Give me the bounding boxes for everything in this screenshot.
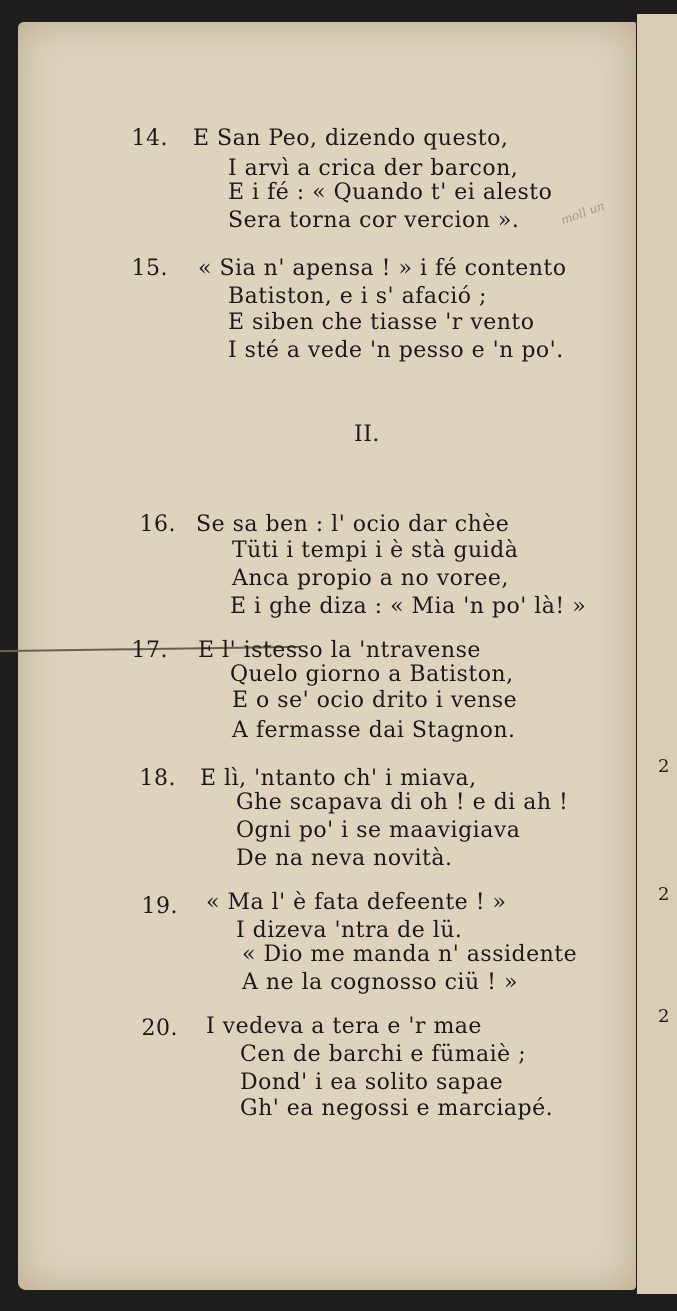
section-heading: II. (354, 422, 380, 447)
stanza-number: 14. (131, 126, 168, 151)
verse-line: E San Peo, dizendo questo, (193, 126, 509, 151)
stanza-number: 20. (141, 1016, 178, 1041)
verse-line: Sera torna cor vercion ». (228, 208, 520, 233)
verse-line: E siben che tiasse 'r vento (228, 310, 535, 335)
verse-line: Tüti i tempi i è stà guidà (232, 538, 519, 563)
stanza-number: 16. (139, 512, 176, 537)
verse-line: A ne la cognosso ciü ! » (242, 970, 518, 995)
verse-line: Se sa ben : l' ocio dar chèe (196, 512, 510, 537)
verse-line: « Sia n' apensa ! » i fé contento (198, 256, 567, 281)
verse-line: E i ghe diza : « Mia 'n po' là! » (230, 594, 587, 619)
verse-line: E lì, 'ntanto ch' i miava, (200, 766, 477, 791)
stanza-number: 19. (141, 894, 178, 919)
pencil-annotation: moll un (558, 198, 607, 228)
adjacent-page-number: 2 (658, 1006, 670, 1027)
verse-line: Batiston, e i s' afació ; (228, 284, 487, 309)
verse-line: De na neva novità. (236, 846, 453, 871)
verse-line: I sté a vede 'n pesso e 'n po'. (228, 338, 564, 363)
verse-line: Ghe scapava di oh ! e di ah ! (236, 790, 569, 815)
stanza-number: 17. (131, 638, 168, 663)
stanza-number: 15. (131, 256, 168, 281)
verse-line: Dond' i ea solito sapae (240, 1070, 504, 1095)
adjacent-page-number: 2 (658, 884, 670, 905)
verse-line: Anca propio a no voree, (232, 566, 509, 591)
verse-line: Cen de barchi e fümaiè ; (240, 1042, 527, 1067)
verse-line: Quelo giorno a Batiston, (230, 662, 514, 687)
verse-line: I arvì a crica der barcon, (228, 156, 519, 181)
verse-line: A fermasse dai Stagnon. (232, 718, 516, 743)
verse-line: E l' istesso la 'ntravense (198, 638, 481, 663)
stanza-number: 18. (139, 766, 176, 791)
adjacent-page-number: 2 (658, 756, 670, 777)
verse-line: Ogni po' i se maavigiava (236, 818, 521, 843)
verse-line: E o se' ocio drito i vense (232, 688, 518, 713)
verse-line: « Dio me manda n' assidente (242, 942, 578, 967)
verse-line: I dizeva 'ntra de lü. (236, 918, 463, 943)
adjacent-page (637, 14, 677, 1294)
verse-line: « Ma l' è fata defeente ! » (206, 890, 507, 915)
verse-line: E i fé : « Quando t' ei alesto (228, 180, 553, 205)
verse-line: Gh' ea negossi e marciapé. (240, 1096, 554, 1121)
verse-line: I vedeva a tera e 'r mae (206, 1014, 482, 1039)
